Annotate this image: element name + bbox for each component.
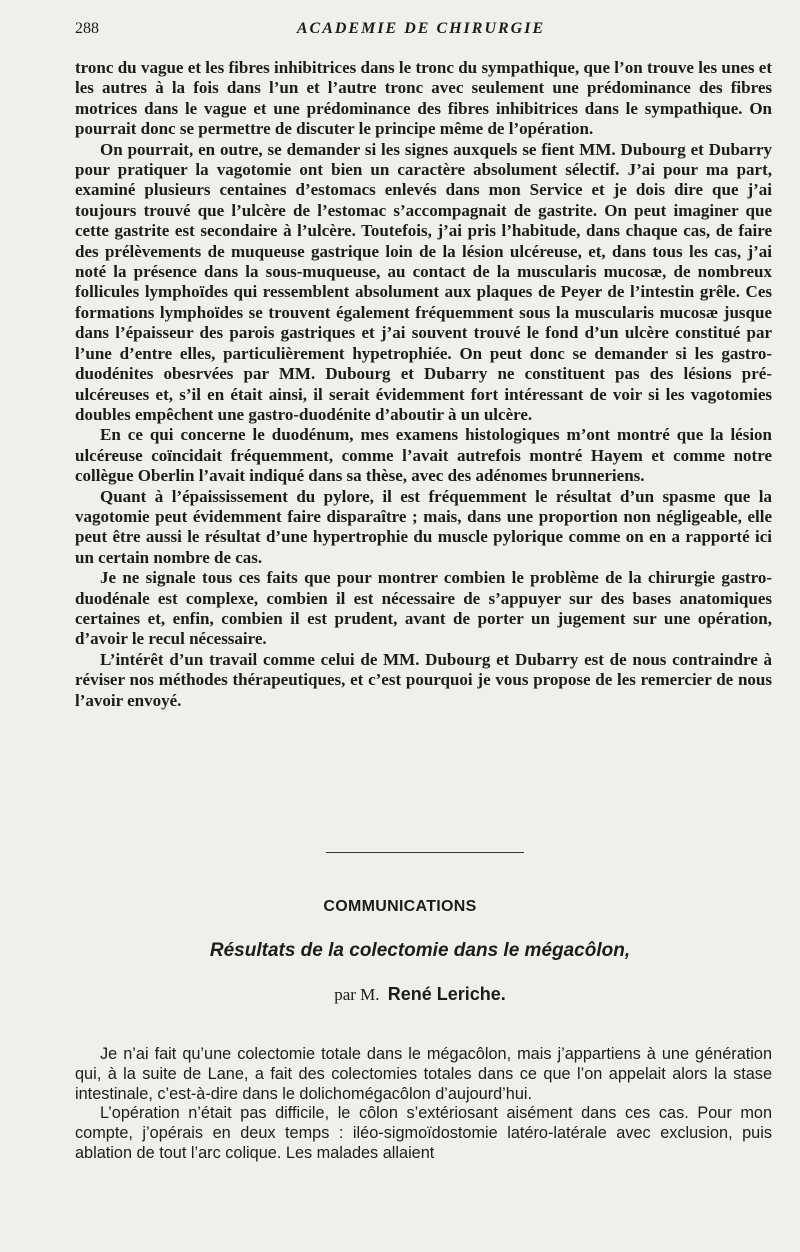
communication-paragraph: Je n’ai fait qu’une colectomie totale dans le mégacôlon, mais j’appartiens à une génération qui, à la suite de Lane, a fait des colectomies totales dans ce que l’on appelait alors la stase intestinale, c’est-à-dire dans le dolichomégacôlon d’aujourd’hui.: [75, 1045, 772, 1103]
byline-prefix: par M.: [334, 985, 380, 1004]
communication-body: [75, 1045, 772, 1164]
running-head: ACADEMIE DE CHIRURGIE: [296, 20, 546, 37]
article-title: Résultats de la colectomie dans le mégacôlon,: [209, 940, 631, 961]
section-separator: [326, 852, 524, 853]
communication-paragraph: L’opération n’était pas difficile, le côlon s’extériosant aisément dans ces cas. Pour mon compte, j’opérais en deux temps : iléo-sigmoïdostomie latéro-latérale avec exclusion, puis ablation de tout l’arc colique. Les malades allaient: [75, 1104, 772, 1162]
body-paragraph: Quant à l’épaississement du pylore, il est fréquemment le résultat d’un spasme que la vagotomie peut évidemment faire disparaître ; mais, dans une proportion non négligeable, elle peut être aussi le résultat d’une hypertrophie du muscle pylorique comme on en a rapporté ici un certain nombre de cas.: [75, 486, 772, 567]
page-header: [75, 20, 767, 44]
page-number: 288: [75, 20, 99, 37]
body-paragraph: tronc du vague et les fibres inhibitrices dans le tronc du sympathique, que l’on trouve les unes et les autres à la fois dans l’un et l’autre tronc avec seulement une prédominance des fibres motrices dans le vague et une prédominance des fibres inhibitrices dans le sympathique. On pourrait donc se permettre de discuter le principe même de l’opération.: [75, 58, 772, 139]
report-body: [75, 58, 772, 711]
byline: [0, 984, 800, 1005]
body-paragraph: Je ne signale tous ces faits que pour montrer combien le problème de la chirurgie gastro-duodénale est complexe, combien il est nécessaire de s’appuyer sur des bases anatomiques certaines et, enfin, combien il est prudent, avant de porter un jugement sur une opération, d’avoir le recul nécessaire.: [75, 568, 772, 649]
body-paragraph: En ce qui concerne le duodénum, mes examens histologiques m’ont montré que la lésion ulcéreuse coïncidait fréquemment, comme l’avait autrefois montré Hayem et comme notre collègue Oberlin l’avait indiqué dans sa thèse, avec des adénomes brunneriens.: [75, 425, 772, 486]
section-heading: COMMUNICATIONS: [323, 898, 477, 915]
body-paragraph: L’intérêt d’un travail comme celui de MM. Dubourg et Dubarry est de nous contraindre à réviser nos méthodes thérapeutiques, et c’est pourquoi je vous propose de les remercier de nous l’avoir envoyé.: [75, 649, 772, 710]
body-paragraph: On pourrait, en outre, se demander si les signes auxquels se fient MM. Dubourg et Dubarry pour pratiquer la vagotomie ont bien un caractère absolument sélectif. J’ai pour ma part, examiné plusieurs centaines d’estomacs enlevés dans mon Service et je dois dire que j’ai toujours trouvé que l’ulcère de l’estomac s’accompagnait de gastrite. On peut imaginer que cette gastrite est secondaire à l’ulcère. Toutefois, j’ai pris l’habitude, dans chaque cas, de faire des prélèvements de muqueuse gastrique loin de la lésion ulcéreuse, et, dans tous les cas, j’ai noté la présence dans la sous-muqueuse, au contact de la muscularis mucosæ, de nombreux follicules lymphoïdes qui ressemblent absolument aux plaques de Peyer de l’intestin grêle. Ces formations lymphoïdes se trouvent également fréquemment sous la muscularis mucosæ jusque dans l’épaisseur des parois gastriques et j’ai souvent trouvé le fond d’un ulcère constitué par l’une d’entre elles, particulièrement hypetrophiée. On peut donc se demander si les gastro-duodénites obesrvées par MM. Dubourg et Dubarry ne constituent pas des lésions pré-ulcéreuses et, s’il en était ainsi, il serait évidemment fort intéressant de voir si les vagotomies doubles empêchent une gastro-duodénite d’aboutir à un ulcère.: [75, 139, 772, 424]
author-name: René Leriche.: [387, 984, 506, 1004]
